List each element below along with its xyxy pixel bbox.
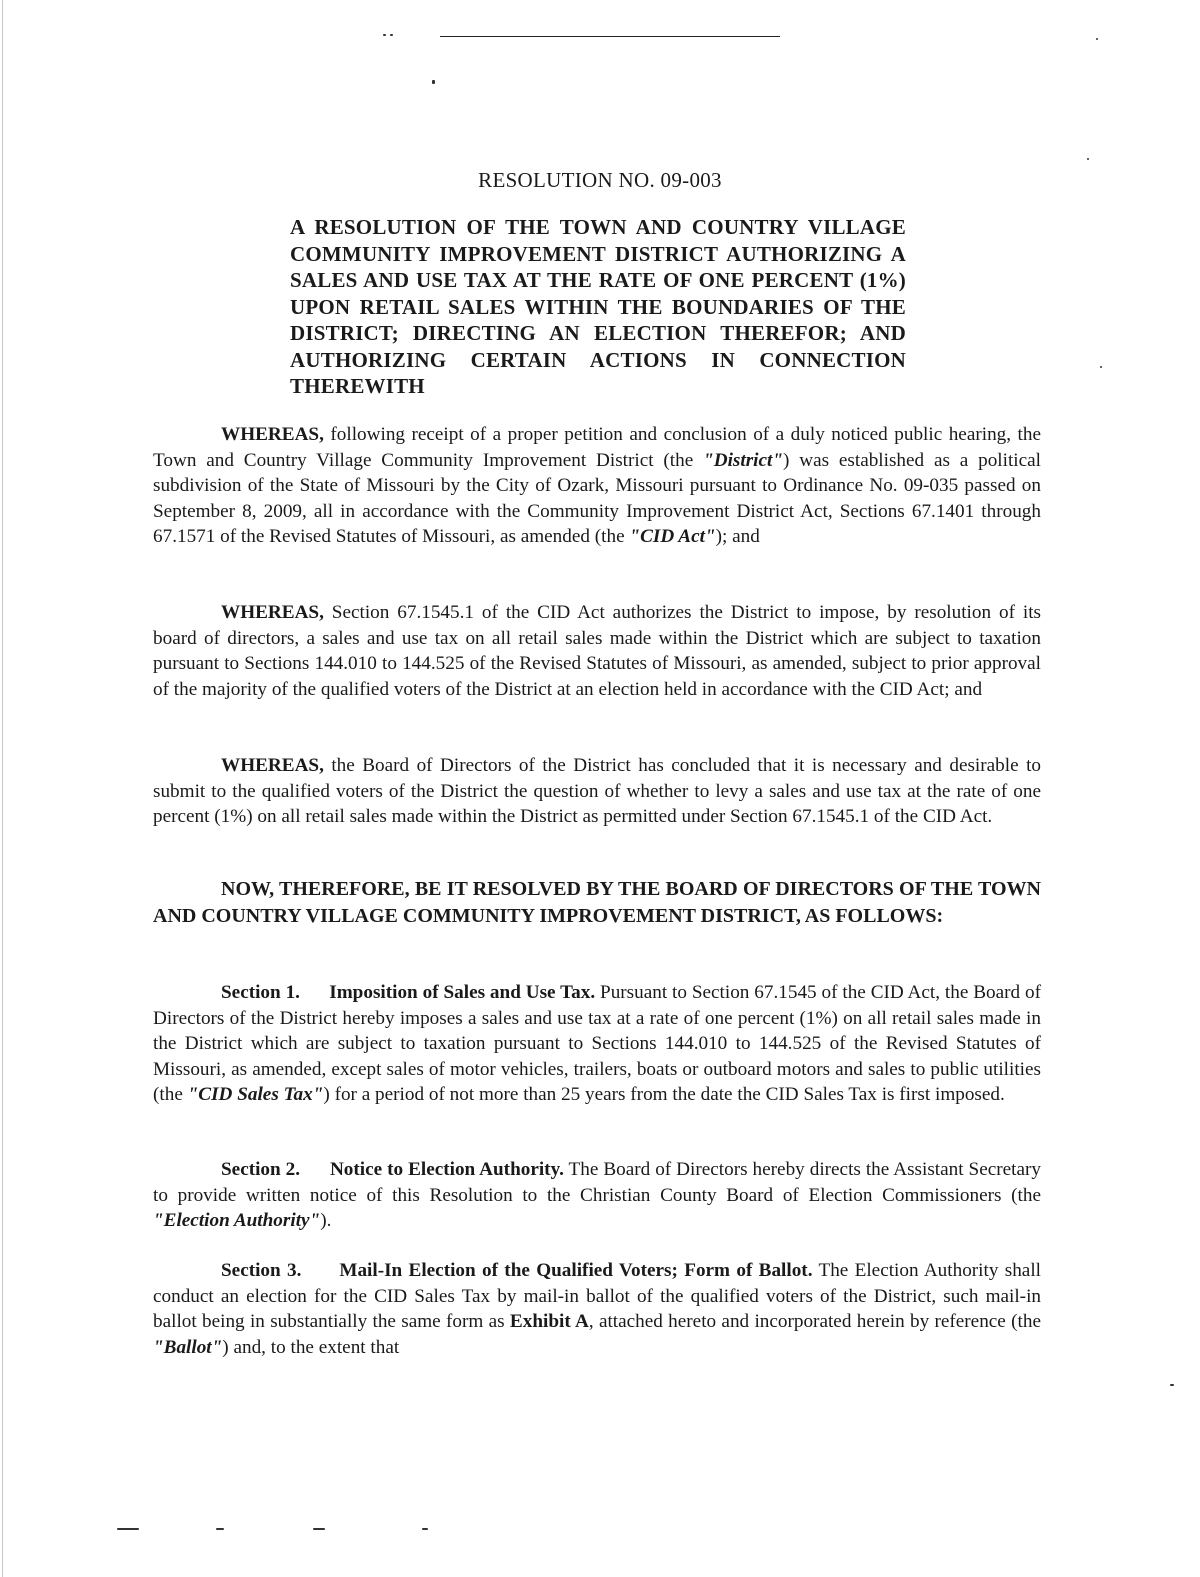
resolution-number-title: RESOLUTION NO. 09-003 xyxy=(478,168,722,192)
paragraph-text: ); and xyxy=(715,526,760,548)
whereas-lead: WHEREAS, xyxy=(221,424,324,445)
paragraph-text: ). xyxy=(320,1210,332,1232)
whereas-paragraph-1 xyxy=(153,422,1041,550)
section-heading: Imposition of Sales and Use Tax. xyxy=(329,982,596,1003)
scan-speck xyxy=(1100,366,1102,368)
paragraph-text: , attached hereto and incorporated herein by reference (the xyxy=(588,1311,1041,1333)
defined-term: "CID Act" xyxy=(629,526,716,548)
defined-term: "CID Sales Tax" xyxy=(187,1084,324,1106)
resolved-clause: NOW, THEREFORE, BE IT RESOLVED BY THE BOARD OF DIRECTORS OF THE TOWN AND COUNTRY VILLAGE COMMUNITY IMPROVEMENT DISTRICT, AS FOLLOWS: xyxy=(153,878,1041,927)
scan-speck xyxy=(313,1528,325,1530)
scan-speck xyxy=(383,34,386,36)
scan-edge-line xyxy=(2,0,3,1577)
paragraph-text: The Election Authority shall conduct an election for the CID Sales Tax by mail-in ballot of the qualified voters of the District, such mail-in ballot being in substantially the same form as xyxy=(153,1260,1041,1333)
whereas-lead: WHEREAS, xyxy=(221,602,324,623)
scan-speck xyxy=(1096,38,1098,40)
section-label: Section 1. xyxy=(221,982,300,1003)
section-heading: Mail-In Election of the Qualified Voters; Form of Ballot. xyxy=(339,1260,813,1281)
paragraph-text: ) and, to the extent that xyxy=(222,1336,400,1358)
scan-speck xyxy=(216,1528,224,1530)
exhibit-reference: Exhibit A xyxy=(509,1311,589,1333)
resolution-heading: A RESOLUTION OF THE TOWN AND COUNTRY VILLAGE COMMUNITY IMPROVEMENT DISTRICT AUTHORIZING A SALES AND USE TAX AT THE RATE OF ONE PERCENT (1%) UPON RETAIL SALES WITHIN THE BOUNDARIES OF THE DISTRICT; DIRECTING AN ELECTION THEREFOR; AND AUTHORIZING CERTAIN ACTIONS IN CONNECTION THEREWITH xyxy=(290,215,906,398)
paragraph-text: the Board of Directors of the District has concluded that it is necessary and desirable to submit to the qualified voters of the District the question of whether to levy a sales and use tax at the rate of one percent (1%) on all retail sales made within the District as permitted under Section 67.1545.1 of the CID Act. xyxy=(153,755,1041,828)
paragraph-text: following receipt of a proper petition and conclusion of a duly noticed public hearing, the Town and Country Village Community Improvement District (the xyxy=(153,424,1041,471)
section-1 xyxy=(153,980,1041,1108)
section-heading: Notice to Election Authority. xyxy=(329,1159,564,1180)
paragraph-text: The Board of Directors hereby directs the Assistant Secretary to provide written notice of this Resolution to the Christian County Board of Election Commissioners (the xyxy=(153,1159,1041,1206)
whereas-lead: WHEREAS, xyxy=(221,755,324,776)
section-label: Section 3. xyxy=(221,1260,302,1281)
defined-term: "Ballot" xyxy=(153,1336,223,1358)
scan-speck xyxy=(1170,1384,1174,1386)
paragraph-text: Section 67.1545.1 of the CID Act authorizes the District to impose, by resolution of its board of directors, a sales and use tax on all retail sales made within the District which are subject to taxation pursuant to Sections 144.010 to 144.525 of the Revised Statutes of Missouri, as amended, subject to prior approval of the majority of the qualified voters of the District at an election held in accordance with the CID Act; and xyxy=(153,602,1041,700)
scan-speck xyxy=(432,80,435,84)
scan-speck xyxy=(422,1528,428,1530)
section-label: Section 2. xyxy=(221,1159,301,1180)
section-2 xyxy=(153,1157,1041,1234)
defined-term: "Election Authority" xyxy=(153,1210,321,1232)
whereas-paragraph-2 xyxy=(153,600,1041,702)
whereas-paragraph-3 xyxy=(153,753,1041,830)
section-3 xyxy=(153,1258,1041,1360)
paragraph-text: ) for a period of not more than 25 years from the date the CID Sales Tax is first imposed. xyxy=(323,1084,1005,1106)
scan-speck xyxy=(117,1528,139,1530)
scan-artifact-rule xyxy=(440,36,780,37)
paragraph-text: ) was established as a political subdivision of the State of Missouri by the City of Ozark, Missouri pursuant to Ordinance No. 09-035 passed on September 8, 2009, all in accordance with the Community Improvement District Act, Sections 67.1401 through 67.1571 of the Revised Statutes of Missouri, as amended (the xyxy=(153,449,1041,548)
paragraph-text: Pursuant to Section 67.1545 of the CID Act, the Board of Directors of the District hereby imposes a sales and use tax at a rate of one percent (1%) on all retail sales made in the District which are subject to taxation pursuant to Sections 144.010 to 144.525 of the Revised Statutes of Missouri, as amended, except sales of motor vehicles, trailers, boats or outboard motors and sales to public utilities (the xyxy=(153,982,1041,1106)
defined-term: "District" xyxy=(703,449,783,471)
scan-speck xyxy=(390,34,393,36)
scan-speck xyxy=(1087,158,1089,160)
